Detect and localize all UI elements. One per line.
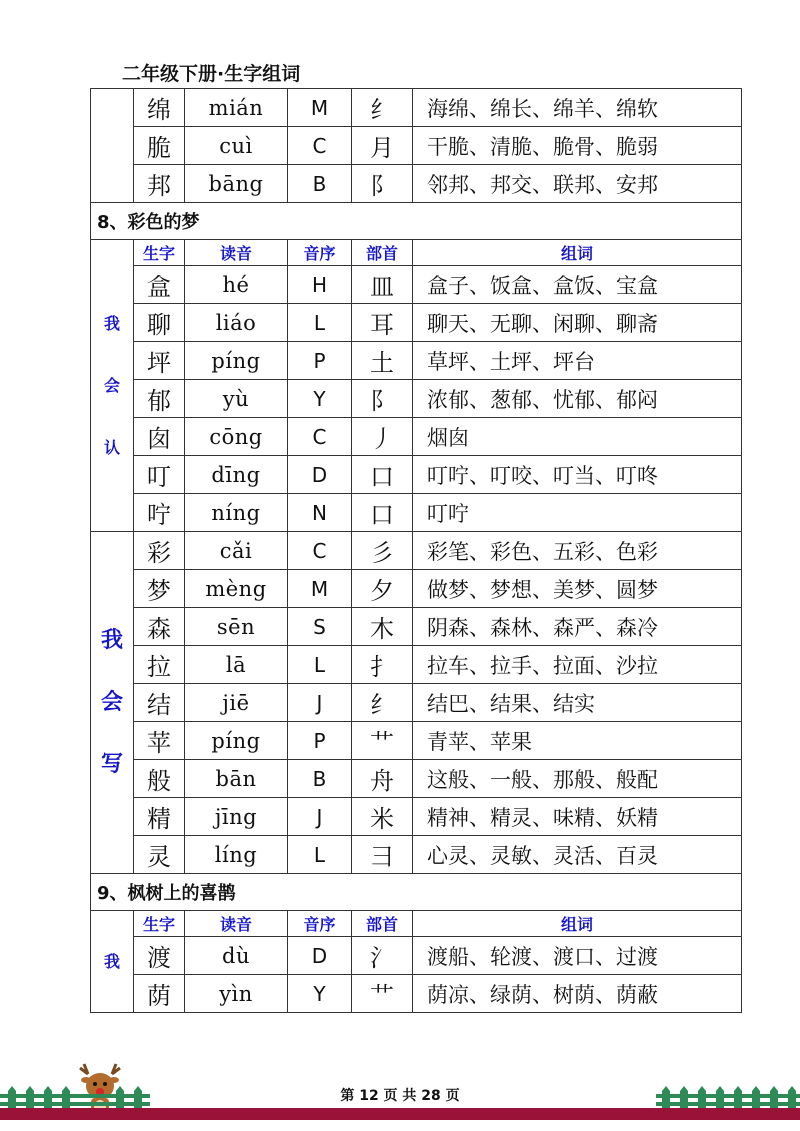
pinyin-cell: liáo (185, 304, 288, 342)
radical-cell: 阝 (352, 165, 413, 203)
radical-cell: 纟 (352, 684, 413, 722)
pinyin-cell: dīng (185, 456, 288, 494)
group-label-char: 我 (103, 951, 120, 971)
char-cell: 绵 (134, 89, 185, 127)
order-cell: Y (288, 975, 352, 1013)
pinyin-cell: dù (185, 937, 288, 975)
pinyin-cell: bān (185, 760, 288, 798)
radical-cell: 丿 (352, 418, 413, 456)
pinyin-cell: lā (185, 646, 288, 684)
group-label-char: 认 (103, 437, 120, 457)
continued-group-cell (91, 89, 134, 203)
order-cell: J (288, 684, 352, 722)
words-cell: 彩笔、彩色、五彩、色彩 (413, 532, 742, 570)
words-cell: 结巴、结果、结实 (413, 684, 742, 722)
order-cell: S (288, 608, 352, 646)
order-cell: M (288, 89, 352, 127)
radical-cell: 米 (352, 798, 413, 836)
table-row (91, 494, 742, 532)
char-cell: 渡 (134, 937, 185, 975)
words-cell: 邻邦、邦交、联邦、安邦 (413, 165, 742, 203)
order-cell: C (288, 127, 352, 165)
words-cell: 浓郁、葱郁、忧郁、郁闷 (413, 380, 742, 418)
radical-cell: 彐 (352, 836, 413, 874)
radical-cell: 夕 (352, 570, 413, 608)
words-cell: 叮咛 (413, 494, 742, 532)
order-cell: C (288, 418, 352, 456)
column-header-order: 音序 (288, 911, 352, 937)
column-header-radical: 部首 (352, 240, 413, 266)
words-cell: 青苹、苹果 (413, 722, 742, 760)
radical-cell: 氵 (352, 937, 413, 975)
words-cell: 干脆、清脆、脆骨、脆弱 (413, 127, 742, 165)
radical-cell: 土 (352, 342, 413, 380)
table-row (91, 380, 742, 418)
pinyin-cell: jīng (185, 798, 288, 836)
pinyin-cell: níng (185, 494, 288, 532)
radical-cell: 舟 (352, 760, 413, 798)
order-cell: H (288, 266, 352, 304)
table-row (91, 798, 742, 836)
group-label-char: 我 (103, 313, 120, 333)
vocab-table (90, 88, 742, 1013)
order-cell: Y (288, 380, 352, 418)
column-header-words: 组词 (413, 240, 742, 266)
table-row (91, 570, 742, 608)
pinyin-cell: sēn (185, 608, 288, 646)
radical-cell: 扌 (352, 646, 413, 684)
table-row (91, 722, 742, 760)
words-cell: 渡船、轮渡、渡口、过渡 (413, 937, 742, 975)
words-cell: 烟囱 (413, 418, 742, 456)
order-cell: M (288, 570, 352, 608)
order-cell: D (288, 937, 352, 975)
pinyin-cell: cuì (185, 127, 288, 165)
page-number: 第 12 页 共 28 页 (340, 1088, 460, 1104)
words-cell: 荫凉、绿荫、树荫、荫蔽 (413, 975, 742, 1013)
table-row (91, 836, 742, 874)
column-header-pinyin: 读音 (185, 240, 288, 266)
char-cell: 精 (134, 798, 185, 836)
char-cell: 叮 (134, 456, 185, 494)
char-cell: 梦 (134, 570, 185, 608)
page-title: 二年级下册·生字组词 (122, 63, 301, 85)
pinyin-cell: píng (185, 722, 288, 760)
char-cell: 盒 (134, 266, 185, 304)
radical-cell: 彡 (352, 532, 413, 570)
pinyin-cell: mèng (185, 570, 288, 608)
pinyin-cell: mián (185, 89, 288, 127)
radical-cell: 艹 (352, 722, 413, 760)
table-row (91, 646, 742, 684)
lesson-title-8: 8、彩色的梦 (91, 203, 742, 240)
char-cell: 荫 (134, 975, 185, 1013)
radical-cell: 木 (352, 608, 413, 646)
column-header-row (91, 911, 742, 937)
pinyin-cell: cǎi (185, 532, 288, 570)
radical-cell: 阝 (352, 380, 413, 418)
order-cell: L (288, 836, 352, 874)
char-cell: 坪 (134, 342, 185, 380)
table-row (91, 304, 742, 342)
words-cell: 草坪、土坪、坪台 (413, 342, 742, 380)
footer-bar (0, 1108, 800, 1120)
char-cell: 脆 (134, 127, 185, 165)
words-cell: 精神、精灵、味精、妖精 (413, 798, 742, 836)
char-cell: 聊 (134, 304, 185, 342)
pinyin-cell: líng (185, 836, 288, 874)
char-cell: 郁 (134, 380, 185, 418)
words-cell: 心灵、灵敏、灵活、百灵 (413, 836, 742, 874)
column-header-char: 生字 (134, 240, 185, 266)
group-lesson9 (91, 911, 134, 1013)
order-cell: C (288, 532, 352, 570)
char-cell: 咛 (134, 494, 185, 532)
radical-cell: 月 (352, 127, 413, 165)
pinyin-cell: cōng (185, 418, 288, 456)
column-header-order: 音序 (288, 240, 352, 266)
char-cell: 森 (134, 608, 185, 646)
pinyin-cell: bāng (185, 165, 288, 203)
table-row (91, 937, 742, 975)
order-cell: J (288, 798, 352, 836)
group-recognize (91, 240, 134, 532)
char-cell: 彩 (134, 532, 185, 570)
words-cell: 聊天、无聊、闲聊、聊斋 (413, 304, 742, 342)
column-header-pinyin: 读音 (185, 911, 288, 937)
radical-cell: 口 (352, 494, 413, 532)
table-row (91, 418, 742, 456)
column-header-char: 生字 (134, 911, 185, 937)
lesson-title-9: 9、枫树上的喜鹊 (91, 874, 742, 911)
group-write (91, 532, 134, 874)
radical-cell: 纟 (352, 89, 413, 127)
column-header-radical: 部首 (352, 911, 413, 937)
table-row (91, 760, 742, 798)
table-row (91, 975, 742, 1013)
table-row (91, 127, 742, 165)
table-row (91, 456, 742, 494)
column-header-words: 组词 (413, 911, 742, 937)
radical-cell: 皿 (352, 266, 413, 304)
order-cell: P (288, 722, 352, 760)
order-cell: N (288, 494, 352, 532)
words-cell: 拉车、拉手、拉面、沙拉 (413, 646, 742, 684)
table-row (91, 165, 742, 203)
order-cell: B (288, 165, 352, 203)
table-row (91, 342, 742, 380)
pinyin-cell: hé (185, 266, 288, 304)
char-cell: 般 (134, 760, 185, 798)
column-header-row (91, 240, 742, 266)
order-cell: L (288, 646, 352, 684)
table-row (91, 684, 742, 722)
words-cell: 阴森、森林、森严、森冷 (413, 608, 742, 646)
table-row (91, 532, 742, 570)
group-label-char: 我 (100, 627, 123, 653)
pinyin-cell: yù (185, 380, 288, 418)
words-cell: 叮咛、叮咬、叮当、叮咚 (413, 456, 742, 494)
words-cell: 这般、一般、那般、般配 (413, 760, 742, 798)
char-cell: 灵 (134, 836, 185, 874)
pinyin-cell: píng (185, 342, 288, 380)
char-cell: 邦 (134, 165, 185, 203)
order-cell: P (288, 342, 352, 380)
radical-cell: 艹 (352, 975, 413, 1013)
char-cell: 结 (134, 684, 185, 722)
char-cell: 囱 (134, 418, 185, 456)
char-cell: 拉 (134, 646, 185, 684)
group-label-char: 写 (100, 751, 123, 777)
words-cell: 盒子、饭盒、盒饭、宝盒 (413, 266, 742, 304)
order-cell: B (288, 760, 352, 798)
table-row (91, 89, 742, 127)
order-cell: L (288, 304, 352, 342)
pinyin-cell: yìn (185, 975, 288, 1013)
table-row (91, 266, 742, 304)
table-row (91, 608, 742, 646)
radical-cell: 耳 (352, 304, 413, 342)
radical-cell: 口 (352, 456, 413, 494)
words-cell: 做梦、梦想、美梦、圆梦 (413, 570, 742, 608)
words-cell: 海绵、绵长、绵羊、绵软 (413, 89, 742, 127)
order-cell: D (288, 456, 352, 494)
pinyin-cell: jiē (185, 684, 288, 722)
char-cell: 苹 (134, 722, 185, 760)
group-label-char: 会 (100, 689, 123, 715)
group-label-char: 会 (103, 375, 120, 395)
